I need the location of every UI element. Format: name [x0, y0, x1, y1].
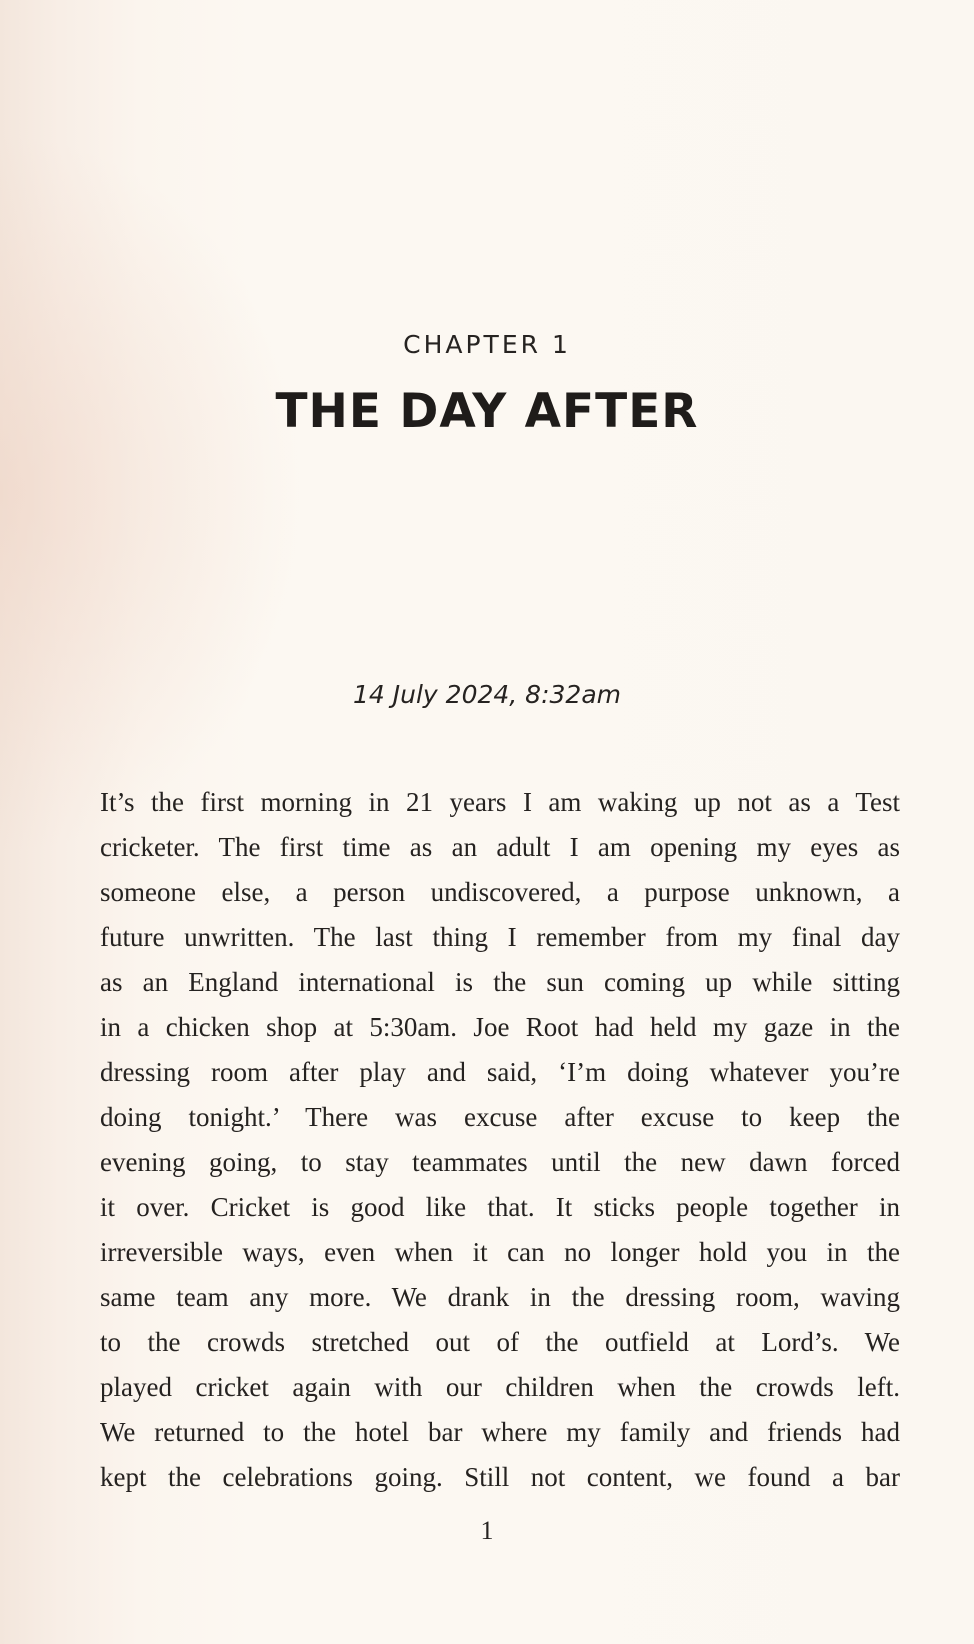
- page-number: 1: [480, 1516, 494, 1545]
- chapter-title: THE DAY AFTER: [275, 384, 699, 439]
- body-line: in a chicken shop at 5:30am. Joe Root had held my gaze in the: [100, 1012, 900, 1042]
- body-line: played cricket again with our children when the crowds left.: [100, 1372, 900, 1402]
- body-paragraph: [100, 780, 900, 1500]
- body-line: doing tonight.’ There was excuse after excuse to keep the: [100, 1102, 900, 1132]
- body-line: We returned to the hotel bar where my family and friends had: [100, 1417, 900, 1447]
- body-line: same team any more. We drank in the dressing room, waving: [100, 1282, 900, 1312]
- body-line: dressing room after play and said, ‘I’m doing whatever you’re: [100, 1057, 900, 1087]
- body-line: it over. Cricket is good like that. It sticks people together in: [100, 1192, 900, 1222]
- body-line: evening going, to stay teammates until the new dawn forced: [100, 1147, 900, 1177]
- dateline: 14 July 2024, 8:32am: [353, 680, 621, 709]
- body-line: cricketer. The first time as an adult I am opening my eyes as: [100, 832, 900, 862]
- body-line: to the crowds stretched out of the outfield at Lord’s. We: [100, 1327, 900, 1357]
- body-line: future unwritten. The last thing I remember from my final day: [100, 922, 900, 952]
- body-line: someone else, a person undiscovered, a purpose unknown, a: [100, 877, 900, 907]
- body-line: as an England international is the sun coming up while sitting: [100, 967, 900, 997]
- body-line: irreversible ways, even when it can no longer hold you in the: [100, 1237, 900, 1267]
- body-line: kept the celebrations going. Still not content, we found a bar: [100, 1462, 900, 1492]
- body-line: It’s the first morning in 21 years I am waking up not as a Test: [100, 787, 900, 817]
- chapter-label: CHAPTER 1: [403, 330, 571, 359]
